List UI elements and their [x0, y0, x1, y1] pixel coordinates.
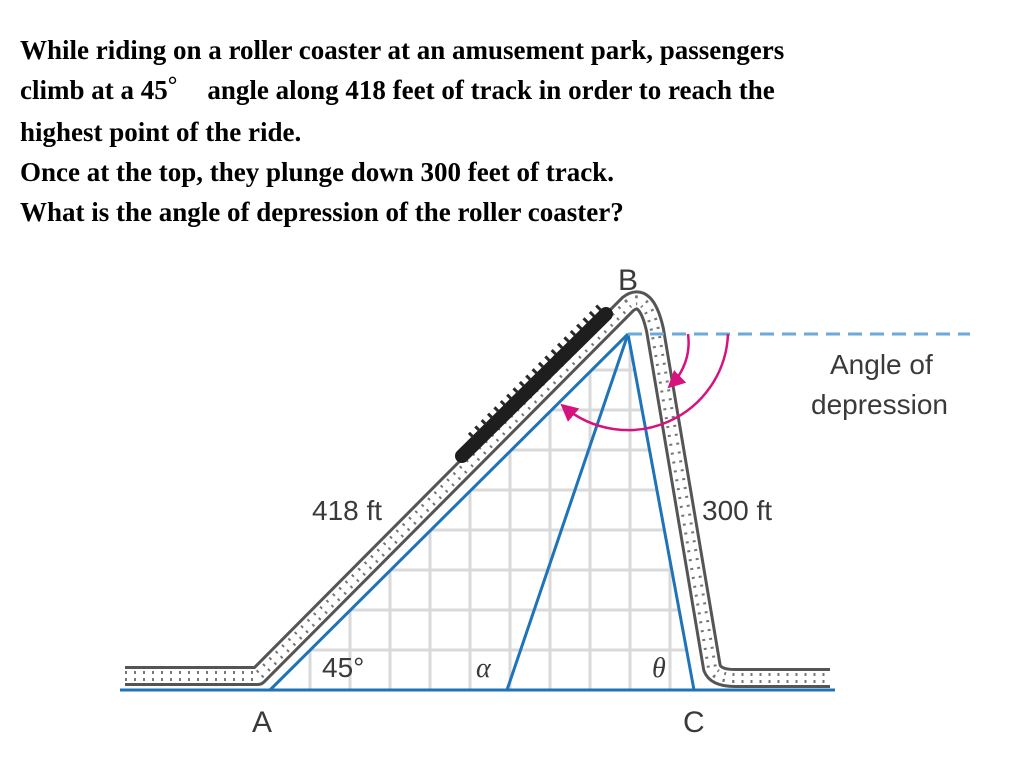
point-b-label: B — [618, 264, 639, 297]
problem-line-5: What is the angle of depression of the roller coaster? — [20, 197, 624, 227]
point-a-label: A — [252, 706, 273, 739]
problem-line-2-end: angle along 418 feet of track in order to reach the — [207, 75, 775, 105]
problem-line-3: highest point of the ride. — [20, 117, 302, 147]
climb-angle-label: 45° — [322, 652, 365, 683]
drop-length-label: 300 ft — [702, 495, 773, 526]
problem-line-2-start: climb at a 45 — [20, 75, 168, 105]
problem-line-1: While riding on a roller coaster at an amusement park, passengers — [20, 35, 785, 65]
angle-of-depression-label-line1: Angle of — [830, 349, 933, 380]
point-c-label: C — [683, 706, 705, 739]
coaster-train — [462, 306, 606, 456]
problem-line-4: Once at the top, they plunge down 300 feet of track. — [20, 157, 614, 187]
climb-length-label: 418 ft — [312, 495, 383, 526]
theta-label: θ — [652, 653, 666, 684]
angle-of-depression-label-line2: depression — [811, 389, 948, 420]
alpha-label: α — [476, 653, 491, 684]
degree-symbol: ° — [167, 73, 178, 99]
